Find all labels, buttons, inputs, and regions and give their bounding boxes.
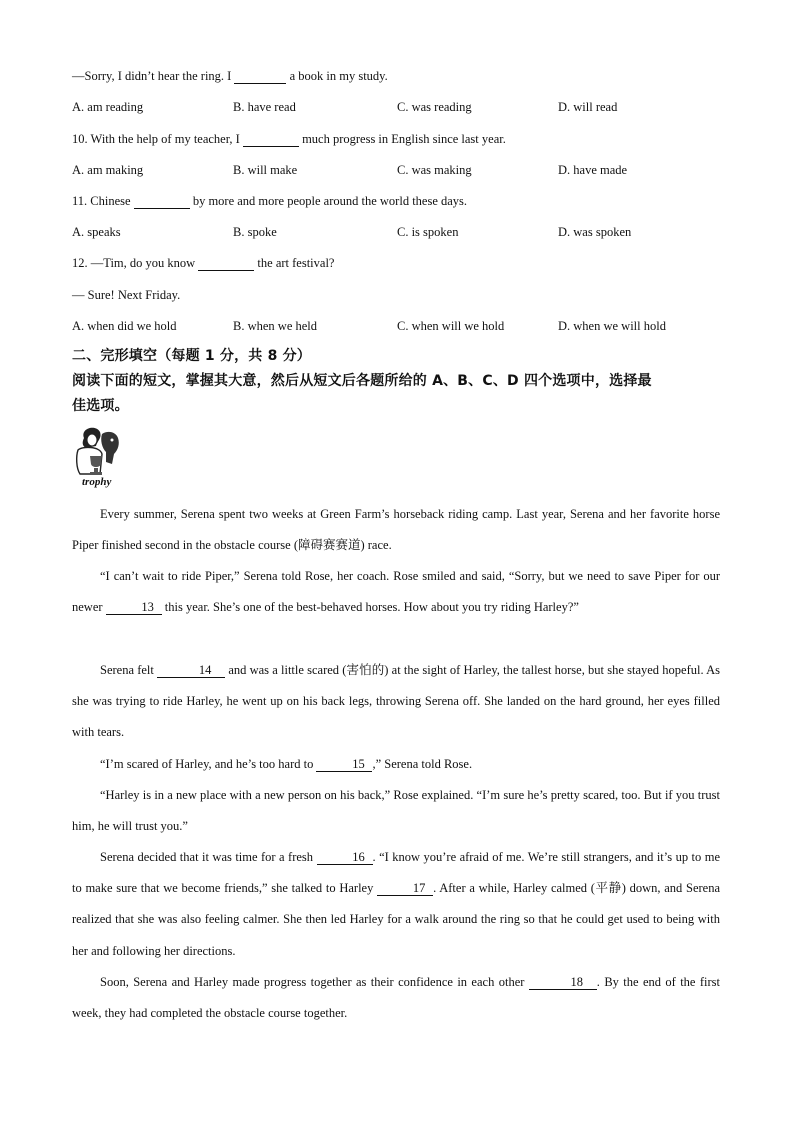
trophy-caption: trophy	[82, 476, 112, 488]
question-10-prompt: 10. With the help of my teacher, I much progress in English since last year.	[72, 132, 506, 146]
option-d[interactable]: D. have made	[558, 163, 628, 177]
option-a[interactable]: A. am making	[72, 163, 144, 177]
section-instruction: 阅读下面的短文，掌握其大意，然后从短文后各题所给的 A、B、C、D 四个选项中，选择最	[72, 373, 652, 389]
option-b[interactable]: B. when we held	[233, 319, 318, 333]
option-a[interactable]: A. speaks	[72, 225, 121, 239]
answer-blank	[134, 194, 190, 209]
option-c[interactable]: C. when will we hold	[397, 319, 505, 333]
option-a[interactable]: A. am reading	[72, 100, 144, 114]
passage-paragraph-6: Serena decided that it was time for a fresh 16 . “I know you’re afraid of me. We’re still strangers, and it’s up to me to make sure that we become friends,” she talked to Harley 17 . After a while, Harley calmed (平静) down, and Serena realized that she was also feeling calmer. She then led Harley for a walk around the ring so that he could get used to being with her and following her directions.	[72, 850, 721, 958]
question-9-prompt: —Sorry, I didn’t hear the ring. I a book in my study.	[72, 69, 388, 83]
trophy-illustration	[72, 424, 128, 492]
question-12-prompt: 12. —Tim, do you know the art festival?	[72, 256, 335, 270]
blank-16[interactable]: 16	[317, 850, 373, 865]
option-b[interactable]: B. spoke	[233, 225, 277, 239]
option-b[interactable]: B. have read	[233, 100, 296, 114]
option-d[interactable]: D. when we will hold	[558, 319, 666, 333]
passage-paragraph-1: Every summer, Serena spent two weeks at Green Farm’s horseback riding camp. Last year, Serena and her favorite horse Piper finished second in the obstacle course (障碍赛赛道) race.	[72, 507, 720, 553]
option-d[interactable]: D. will read	[558, 100, 618, 114]
section-instruction-cont: 佳选项。	[72, 398, 129, 414]
blank-13[interactable]: 13	[106, 600, 162, 615]
section-title: 二、完形填空（每题 1 分，共 8 分）	[72, 348, 311, 364]
passage-paragraph-3: Serena felt 14 and was a little scared (害怕的) at the sight of Harley, the tallest horse, but she stayed hopeful. As she was trying to ride Harley, he went up on his back legs, throwing Serena off. She landed on the hard ground, her eyes filled with tears.	[72, 663, 721, 740]
passage-paragraph-5: “Harley is in a new place with a new person on his back,” Rose explained. “I’m sure he’s pretty scared, too. But if you trust him, he will trust you.”	[72, 788, 720, 834]
question-12-options	[72, 318, 732, 334]
blank-18[interactable]: 18	[529, 975, 597, 990]
answer-blank	[234, 69, 286, 84]
question-12-reply: — Sure! Next Friday.	[72, 288, 181, 302]
blank-17[interactable]: 17	[377, 881, 433, 896]
option-c[interactable]: C. is spoken	[397, 225, 459, 239]
blank-15[interactable]: 15	[316, 757, 372, 772]
passage-paragraph-4: “I’m scared of Harley, and he’s too hard to 15 ,” Serena told Rose.	[100, 757, 473, 771]
option-c[interactable]: C. was reading	[397, 100, 472, 114]
passage-paragraph-2: “I can’t wait to ride Piper,” Serena told Rose, her coach. Rose smiled and said, “Sorry, but we need to save Piper for our newer 13 this year. She’s one of the best-behaved horses. How about you try riding Harley?”	[72, 569, 720, 615]
passage-paragraph-7: Soon, Serena and Harley made progress together as their confidence in each other 18 . By the end of the first week, they had completed the obstacle course together.	[72, 975, 720, 1021]
question-9-options	[72, 99, 732, 115]
option-a[interactable]: A. when did we hold	[72, 319, 177, 333]
question-11-options	[72, 224, 732, 240]
answer-blank	[243, 132, 299, 147]
question-10-options	[72, 162, 732, 178]
option-b[interactable]: B. will make	[233, 163, 298, 177]
option-d[interactable]: D. was spoken	[558, 225, 632, 239]
option-c[interactable]: C. was making	[397, 163, 472, 177]
question-11-prompt: 11. Chinese by more and more people around the world these days.	[72, 194, 468, 208]
blank-14[interactable]: 14	[157, 663, 225, 678]
answer-blank	[198, 256, 254, 271]
